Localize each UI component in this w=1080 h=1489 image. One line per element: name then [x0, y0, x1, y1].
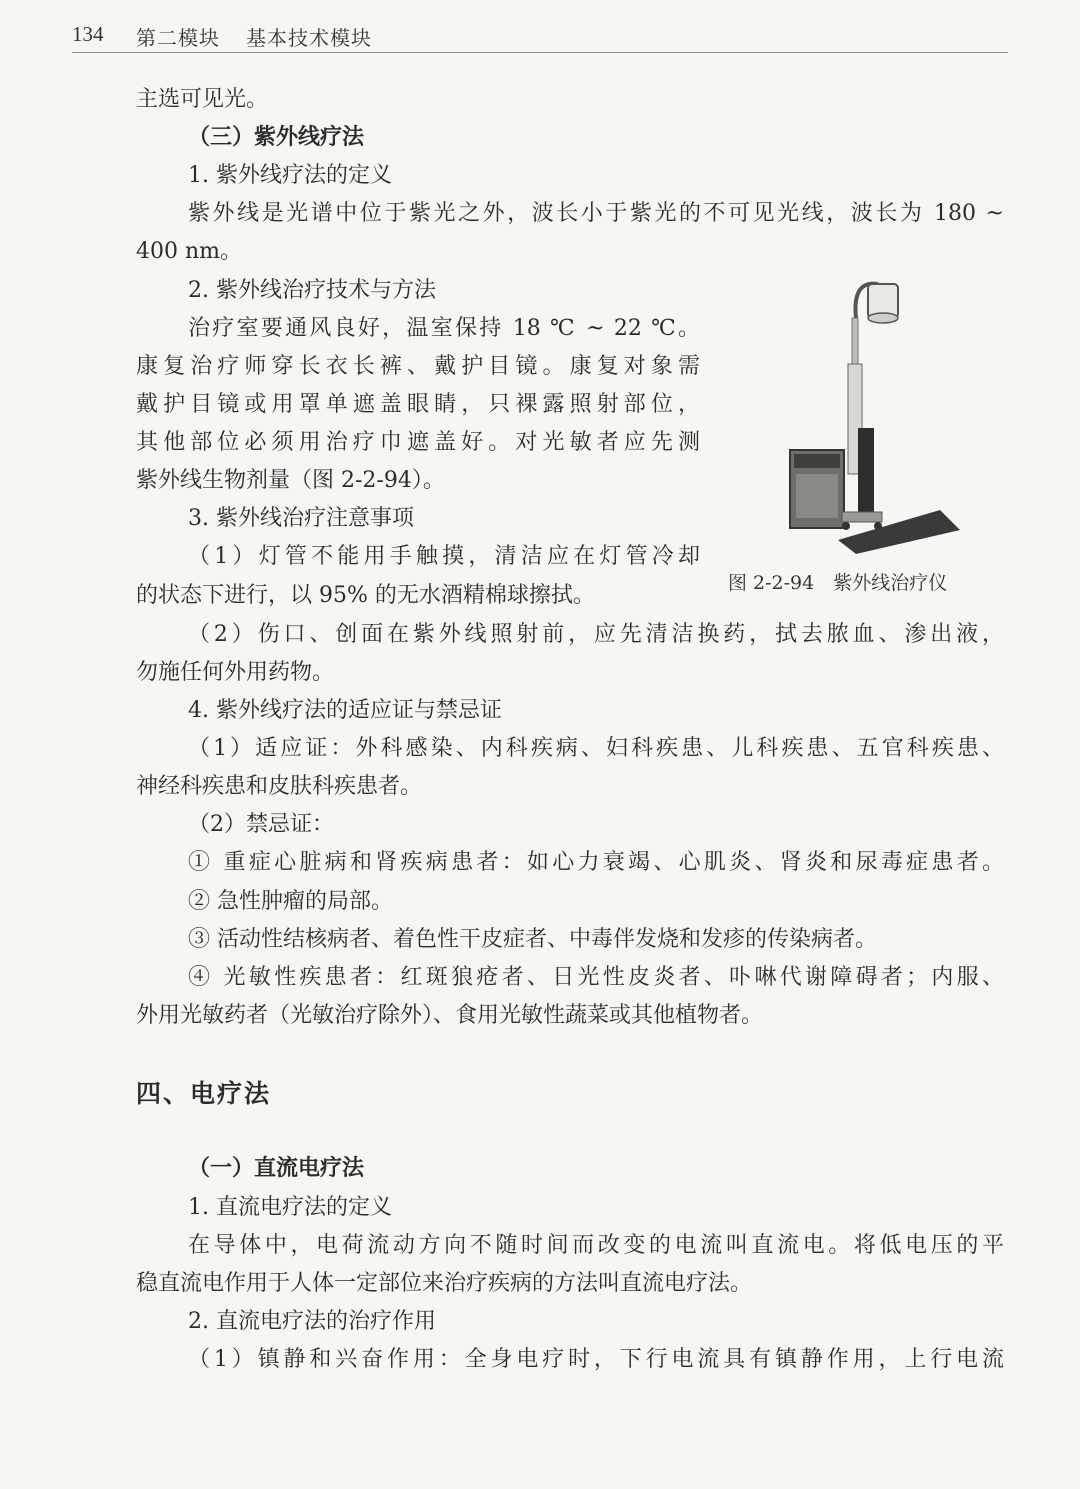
subsection-heading: 1. 直流电疗法的定义 [188, 1195, 392, 1220]
text-line: 康复治疗师穿长衣长裤、戴护目镜。康复对象需 [136, 354, 700, 379]
subsection-heading: 2. 直流电疗法的治疗作用 [188, 1309, 436, 1334]
subsection-heading: 4. 紫外线疗法的适应证与禁忌证 [188, 698, 502, 723]
text-line: 治疗室要通风良好，温室保持 18 ℃ ~ 22 ℃。 [188, 316, 700, 341]
text-line: （2）禁忌证： [188, 812, 334, 837]
module-subtitle: 基本技术模块 [246, 26, 372, 50]
text-line: 神经科疾患和皮肤科疾患者。 [136, 774, 423, 799]
section-heading: （一）直流电疗法 [188, 1156, 365, 1181]
section-heading: （三）紫外线疗法 [188, 125, 365, 150]
text-line: 勿施任何外用药物。 [136, 660, 335, 685]
subsection-heading: 2. 紫外线治疗技术与方法 [188, 278, 436, 303]
text-line: 戴护目镜或用罩单遮盖眼睛，只裸露照射部位， [136, 392, 700, 417]
text-line: （1）镇静和兴奋作用：全身电疗时，下行电流具有镇静作用，上行电流 [188, 1347, 1004, 1372]
uv-lamp-illustration [760, 278, 990, 558]
text-line: 400 nm。 [136, 239, 243, 264]
text-line: 紫外线是光谱中位于紫光之外，波长小于紫光的不可见光线，波长为 180 ~ [188, 201, 1004, 226]
text-line: 在导体中，电荷流动方向不随时间而改变的电流叫直流电。将低电压的平 [188, 1233, 1004, 1258]
list-item: ① 重症心脏病和肾疾病患者：如心力衰竭、心肌炎、肾炎和尿毒症患者。 [188, 850, 1004, 875]
subsection-heading: 3. 紫外线治疗注意事项 [188, 506, 414, 531]
text-line: 外用光敏药者（光敏治疗除外）、食用光敏性蔬菜或其他植物者。 [136, 1003, 764, 1028]
figure-caption: 图 2-2-94 紫外线治疗仪 [728, 572, 948, 594]
text-line: （1）灯管不能用手触摸，清洁应在灯管冷却 [188, 544, 700, 569]
text-line: 稳直流电作用于人体一定部位来治疗疾病的方法叫直流电疗法。 [136, 1271, 753, 1296]
list-item: ③ 活动性结核病者、着色性干皮症者、中毒伴发烧和发疹的传染病者。 [188, 927, 877, 952]
running-header [72, 18, 1008, 53]
list-item: ④ 光敏性疾患者：红斑狼疮者、日光性皮炎者、卟啉代谢障碍者；内服、 [188, 965, 1004, 990]
text-line: 其他部位必须用治疗巾遮盖好。对光敏者应先测 [136, 430, 700, 455]
module-label: 第二模块 [136, 26, 220, 50]
page-number: 134 [72, 22, 104, 46]
text-line: 紫外线生物剂量（图 2-2-94）。 [136, 468, 445, 493]
list-item: ② 急性肿瘤的局部。 [188, 889, 393, 914]
text-line: （1）适应证：外科感染、内科疾病、妇科疾患、儿科疾患、五官科疾患、 [188, 736, 1004, 761]
chapter-heading: 四、电疗法 [136, 1079, 272, 1108]
text-line: 的状态下进行，以 95% 的无水酒精棉球擦拭。 [136, 583, 595, 608]
subsection-heading: 1. 紫外线疗法的定义 [188, 163, 392, 188]
text-line: 主选可见光。 [136, 87, 269, 112]
uv-therapy-device-figure [760, 278, 990, 558]
text-line: （2）伤口、创面在紫外线照射前，应先清洁换药，拭去脓血、渗出液， [188, 622, 1004, 647]
